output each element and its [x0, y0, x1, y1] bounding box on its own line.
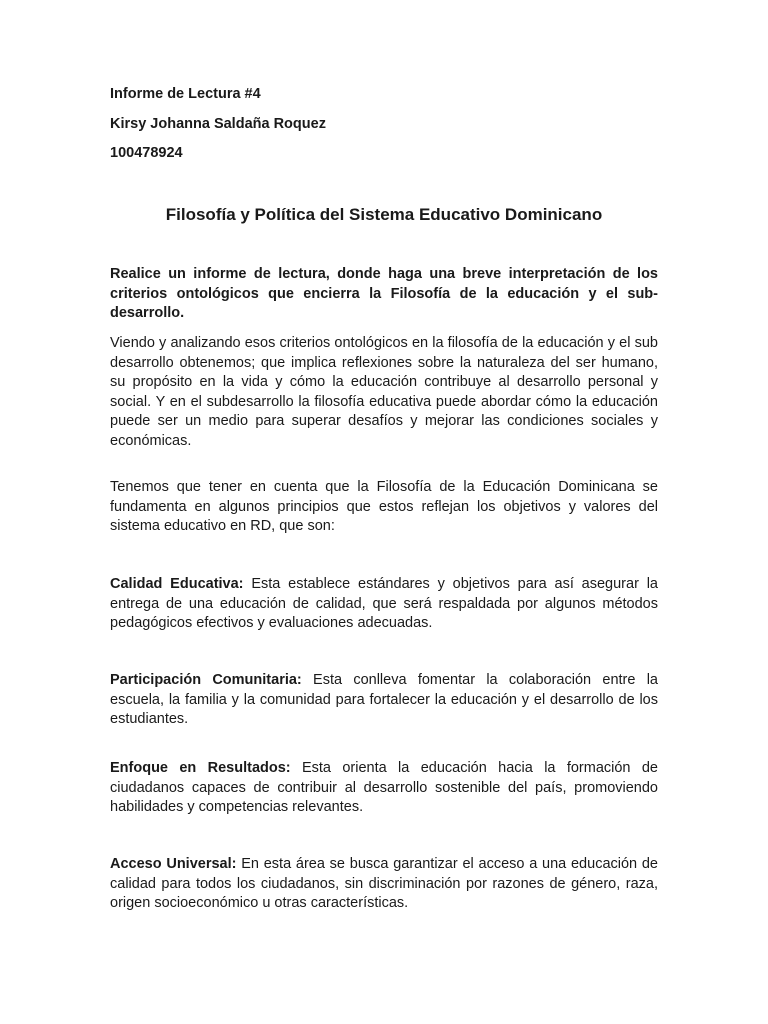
principle-text: En esta área se busca garantizar el acceso a una educación de calidad para todos los ciudadanos, sin discriminación por razones de género, raza, origen socioeconómico u otras características. — [110, 856, 658, 911]
author-name: Kirsy Johanna Saldaña Roquez — [110, 116, 326, 132]
principle-text: Esta establece estándares y objetivos para así asegurar la entrega de una educación de calidad, que será respaldada por algunos métodos pedagógicos efectivos y evaluaciones adecuadas. — [110, 576, 658, 631]
principle-term: Calidad Educativa: — [110, 576, 244, 592]
principle-item — [110, 759, 658, 818]
principle-item — [110, 575, 658, 634]
student-id: 100478924 — [110, 145, 183, 161]
assignment-prompt: Realice un informe de lectura, donde haga una breve interpretación de los criterios ontológicos que encierra la Filosofía de la educación y el sub-desarrollo. — [110, 266, 658, 321]
report-label: Informe de Lectura #4 — [110, 86, 261, 102]
principle-item — [110, 855, 658, 914]
paragraph-principles-intro: Tenemos que tener en cuenta que la Filosofía de la Educación Dominicana se fundamenta en algunos principios que estos reflejan los objetivos y valores del sistema educativo en RD, que son: — [110, 479, 658, 534]
principle-term: Enfoque en Resultados: — [110, 760, 291, 776]
principle-term: Acceso Universal: — [110, 856, 237, 872]
principle-text: Esta orienta la educación hacia la formación de ciudadanos capaces de contribuir al desarrollo sostenible del país, promoviendo habilidades y competencias relevantes. — [110, 760, 658, 815]
principle-item — [110, 671, 658, 730]
principle-text: Esta conlleva fomentar la colaboración entre la escuela, la familia y la comunidad para fortalecer la educación y el desarrollo de los estudiantes. — [110, 672, 658, 727]
document-title: Filosofía y Política del Sistema Educativo Dominicano — [165, 205, 603, 224]
paragraph-interpretation: Viendo y analizando esos criterios ontológicos en la filosofía de la educación y el sub desarrollo obtenemos; que implica reflexiones sobre la naturaleza del ser humano, su propósito en la vida y cómo la educación contribuye al desarrollo personal y social. Y en el subdesarrollo la filosofía educativa puede abordar cómo la educación puede ser un medio para superar desafíos y mejorar las condiciones sociales y económicas. — [110, 335, 658, 449]
principle-term: Participación Comunitaria: — [110, 672, 302, 688]
